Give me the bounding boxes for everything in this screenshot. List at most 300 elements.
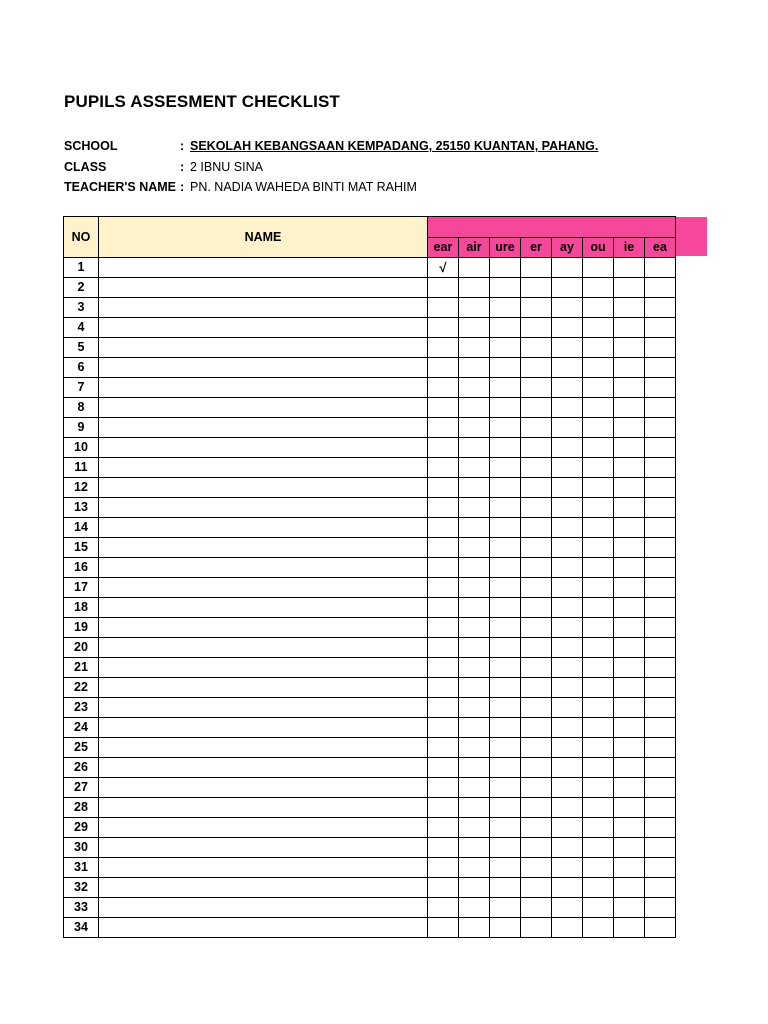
mark-cell-ay xyxy=(552,358,583,378)
table-row xyxy=(64,678,676,698)
mark-cell-ou xyxy=(583,738,614,758)
mark-cell-ie xyxy=(614,378,645,398)
row-number: 20 xyxy=(64,638,99,658)
mark-cell-ou xyxy=(583,378,614,398)
no-column-header: NO xyxy=(64,217,99,258)
mark-cell-air xyxy=(459,838,490,858)
mark-cell-ay xyxy=(552,638,583,658)
mark-cell-ure xyxy=(490,458,521,478)
mark-cell-ea xyxy=(645,438,676,458)
mark-cell-ou xyxy=(583,498,614,518)
teacher-label: TEACHER'S NAME xyxy=(64,180,177,194)
mark-cell-ea xyxy=(645,478,676,498)
mark-cell-ay xyxy=(552,618,583,638)
mark-cell-er xyxy=(521,698,552,718)
mark-cell-air xyxy=(459,758,490,778)
mark-cell-air xyxy=(459,738,490,758)
mark-cell-ay xyxy=(552,558,583,578)
mark-cell-air xyxy=(459,878,490,898)
mark-cell-ay xyxy=(552,818,583,838)
mark-cell-ou xyxy=(583,518,614,538)
mark-cell-ie xyxy=(614,438,645,458)
table-row xyxy=(64,698,676,718)
mark-cell-ay xyxy=(552,538,583,558)
mark-cell-air xyxy=(459,278,490,298)
table-row xyxy=(64,458,676,478)
mark-cell-er xyxy=(521,558,552,578)
name-cell xyxy=(99,538,428,558)
mark-cell-ay xyxy=(552,898,583,918)
mark-cell-ou xyxy=(583,558,614,578)
mark-cell-ea xyxy=(645,458,676,478)
mark-cell-air xyxy=(459,458,490,478)
mark-cell-ure xyxy=(490,918,521,938)
mark-cell-ie xyxy=(614,558,645,578)
row-number: 23 xyxy=(64,698,99,718)
sound-header-ou: ou xyxy=(583,237,614,258)
mark-cell-er xyxy=(521,878,552,898)
mark-cell-er xyxy=(521,838,552,858)
mark-cell-ie xyxy=(614,678,645,698)
mark-cell-ear xyxy=(428,898,459,918)
table-row xyxy=(64,758,676,778)
mark-cell-air xyxy=(459,678,490,698)
mark-cell-ea xyxy=(645,318,676,338)
name-cell xyxy=(99,458,428,478)
name-column-header: NAME xyxy=(99,217,428,258)
mark-cell-ea xyxy=(645,878,676,898)
mark-cell-ea xyxy=(645,558,676,578)
table-row xyxy=(64,738,676,758)
mark-cell-er xyxy=(521,898,552,918)
mark-cell-air xyxy=(459,618,490,638)
mark-cell-ear xyxy=(428,698,459,718)
mark-cell-er xyxy=(521,458,552,478)
mark-cell-ea xyxy=(645,578,676,598)
table-row xyxy=(64,718,676,738)
mark-cell-er xyxy=(521,418,552,438)
mark-cell-er xyxy=(521,438,552,458)
mark-cell-ure xyxy=(490,758,521,778)
mark-cell-ay xyxy=(552,778,583,798)
class-label: CLASS xyxy=(64,160,107,174)
header-pink-extension xyxy=(676,217,707,256)
mark-cell-ear xyxy=(428,618,459,638)
mark-cell-air xyxy=(459,658,490,678)
name-cell xyxy=(99,798,428,818)
mark-cell-ear xyxy=(428,798,459,818)
mark-cell-ou xyxy=(583,678,614,698)
mark-cell-er xyxy=(521,298,552,318)
mark-cell-ie xyxy=(614,718,645,738)
name-cell xyxy=(99,838,428,858)
mark-cell-ea xyxy=(645,618,676,638)
school-label: SCHOOL xyxy=(64,139,118,153)
mark-cell-ear xyxy=(428,518,459,538)
teacher-value: PN. NADIA WAHEDA BINTI MAT RAHIM xyxy=(190,180,417,194)
row-number: 32 xyxy=(64,878,99,898)
mark-cell-ou xyxy=(583,898,614,918)
mark-cell-ear xyxy=(428,598,459,618)
mark-cell-ear xyxy=(428,338,459,358)
mark-cell-ea xyxy=(645,678,676,698)
mark-cell-ay xyxy=(552,518,583,538)
table-row xyxy=(64,638,676,658)
mark-cell-ay xyxy=(552,758,583,778)
mark-cell-ea xyxy=(645,698,676,718)
table-row xyxy=(64,298,676,318)
row-number: 25 xyxy=(64,738,99,758)
row-number: 29 xyxy=(64,818,99,838)
table-row xyxy=(64,278,676,298)
table-row xyxy=(64,818,676,838)
mark-cell-ie xyxy=(614,738,645,758)
mark-cell-er xyxy=(521,678,552,698)
row-number: 34 xyxy=(64,918,99,938)
mark-cell-ay xyxy=(552,718,583,738)
name-cell xyxy=(99,918,428,938)
name-cell xyxy=(99,298,428,318)
mark-cell-ou xyxy=(583,578,614,598)
class-value: 2 IBNU SINA xyxy=(190,160,263,174)
mark-cell-ou xyxy=(583,698,614,718)
mark-cell-air xyxy=(459,798,490,818)
mark-cell-ie xyxy=(614,498,645,518)
mark-cell-ie xyxy=(614,298,645,318)
mark-cell-ure xyxy=(490,598,521,618)
mark-cell-ie xyxy=(614,658,645,678)
mark-cell-ear xyxy=(428,458,459,478)
mark-cell-air xyxy=(459,298,490,318)
mark-cell-ou xyxy=(583,358,614,378)
mark-cell-ure xyxy=(490,578,521,598)
name-cell xyxy=(99,758,428,778)
mark-cell-ure xyxy=(490,538,521,558)
mark-cell-ure xyxy=(490,798,521,818)
table-row xyxy=(64,358,676,378)
mark-cell-ou xyxy=(583,778,614,798)
mark-cell-ear xyxy=(428,638,459,658)
mark-cell-ea xyxy=(645,338,676,358)
mark-cell-ea xyxy=(645,858,676,878)
name-cell xyxy=(99,358,428,378)
name-cell xyxy=(99,818,428,838)
mark-cell-air xyxy=(459,398,490,418)
row-number: 12 xyxy=(64,478,99,498)
row-number: 3 xyxy=(64,298,99,318)
row-number: 11 xyxy=(64,458,99,478)
name-cell xyxy=(99,518,428,538)
mark-cell-er xyxy=(521,398,552,418)
mark-cell-ear xyxy=(428,718,459,738)
mark-cell-ou xyxy=(583,598,614,618)
mark-cell-ay xyxy=(552,438,583,458)
mark-cell-ear xyxy=(428,738,459,758)
mark-cell-ure xyxy=(490,738,521,758)
mark-cell-ie xyxy=(614,758,645,778)
mark-cell-ou xyxy=(583,318,614,338)
mark-cell-air xyxy=(459,438,490,458)
mark-cell-ay xyxy=(552,838,583,858)
mark-cell-ie xyxy=(614,538,645,558)
mark-cell-ear xyxy=(428,858,459,878)
mark-cell-ure xyxy=(490,438,521,458)
mark-cell-air xyxy=(459,258,490,278)
mark-cell-ear xyxy=(428,398,459,418)
mark-cell-er xyxy=(521,758,552,778)
mark-cell-ay xyxy=(552,458,583,478)
mark-cell-ie xyxy=(614,418,645,438)
table-row xyxy=(64,318,676,338)
mark-cell-ure xyxy=(490,778,521,798)
row-number: 18 xyxy=(64,598,99,618)
mark-cell-ea xyxy=(645,898,676,918)
mark-cell-ear xyxy=(428,478,459,498)
mark-cell-ou xyxy=(583,838,614,858)
mark-cell-ure xyxy=(490,818,521,838)
mark-cell-er xyxy=(521,918,552,938)
name-cell xyxy=(99,778,428,798)
mark-cell-ay xyxy=(552,918,583,938)
mark-cell-ay xyxy=(552,398,583,418)
school-colon: : xyxy=(180,139,185,153)
mark-cell-ea xyxy=(645,498,676,518)
mark-cell-ie xyxy=(614,478,645,498)
mark-cell-ie xyxy=(614,278,645,298)
sound-header-ure: ure xyxy=(490,237,521,258)
mark-cell-ou xyxy=(583,758,614,778)
sound-header-er: er xyxy=(521,237,552,258)
row-number: 17 xyxy=(64,578,99,598)
mark-cell-ie xyxy=(614,458,645,478)
mark-cell-ure xyxy=(490,518,521,538)
mark-cell-air xyxy=(459,338,490,358)
mark-cell-ay xyxy=(552,658,583,678)
table-body xyxy=(64,258,676,938)
table-row xyxy=(64,438,676,458)
mark-cell-ea xyxy=(645,758,676,778)
mark-cell-ou xyxy=(583,418,614,438)
mark-cell-air xyxy=(459,318,490,338)
mark-cell-ou xyxy=(583,618,614,638)
mark-cell-air xyxy=(459,578,490,598)
table-row xyxy=(64,518,676,538)
mark-cell-ear xyxy=(428,778,459,798)
mark-cell-air xyxy=(459,518,490,538)
mark-cell-ay xyxy=(552,498,583,518)
mark-cell-ea xyxy=(645,718,676,738)
mark-cell-ure xyxy=(490,358,521,378)
row-number: 22 xyxy=(64,678,99,698)
sound-header-air: air xyxy=(459,237,490,258)
mark-cell-air xyxy=(459,638,490,658)
row-number: 28 xyxy=(64,798,99,818)
name-cell xyxy=(99,898,428,918)
mark-cell-ea xyxy=(645,658,676,678)
mark-cell-ie xyxy=(614,398,645,418)
mark-cell-ure xyxy=(490,558,521,578)
mark-cell-ie xyxy=(614,838,645,858)
mark-cell-air xyxy=(459,818,490,838)
mark-cell-ie xyxy=(614,358,645,378)
mark-cell-ie xyxy=(614,898,645,918)
name-cell xyxy=(99,638,428,658)
mark-cell-ea xyxy=(645,598,676,618)
mark-cell-er xyxy=(521,638,552,658)
mark-cell-ay xyxy=(552,318,583,338)
mark-cell-ure xyxy=(490,298,521,318)
mark-cell-ear xyxy=(428,878,459,898)
table-row xyxy=(64,618,676,638)
name-cell xyxy=(99,718,428,738)
mark-cell-ure xyxy=(490,478,521,498)
table-row xyxy=(64,838,676,858)
table-row xyxy=(64,398,676,418)
mark-cell-ure xyxy=(490,398,521,418)
mark-cell-air xyxy=(459,378,490,398)
table-row xyxy=(64,558,676,578)
mark-cell-ou xyxy=(583,918,614,938)
sound-header-ay: ay xyxy=(552,237,583,258)
mark-cell-ou xyxy=(583,798,614,818)
mark-cell-ure xyxy=(490,258,521,278)
mark-cell-ay xyxy=(552,378,583,398)
mark-cell-ie xyxy=(614,638,645,658)
mark-cell-er xyxy=(521,738,552,758)
table-row xyxy=(64,378,676,398)
mark-cell-ie xyxy=(614,918,645,938)
row-number: 19 xyxy=(64,618,99,638)
name-cell xyxy=(99,698,428,718)
teacher-colon: : xyxy=(180,180,185,194)
mark-cell-ou xyxy=(583,338,614,358)
row-number: 16 xyxy=(64,558,99,578)
mark-cell-ear xyxy=(428,558,459,578)
mark-cell-ure xyxy=(490,278,521,298)
mark-cell-ear xyxy=(428,658,459,678)
table-row xyxy=(64,858,676,878)
mark-cell-er xyxy=(521,618,552,638)
mark-cell-ou xyxy=(583,538,614,558)
name-cell xyxy=(99,578,428,598)
row-number: 24 xyxy=(64,718,99,738)
mark-cell-ea xyxy=(645,538,676,558)
mark-cell-ear xyxy=(428,358,459,378)
mark-cell-air xyxy=(459,918,490,938)
mark-cell-air xyxy=(459,698,490,718)
name-cell xyxy=(99,658,428,678)
mark-cell-er xyxy=(521,658,552,678)
mark-cell-er xyxy=(521,318,552,338)
mark-cell-ie xyxy=(614,698,645,718)
table-row xyxy=(64,258,676,278)
sound-header-ie: ie xyxy=(614,237,645,258)
name-cell xyxy=(99,318,428,338)
mark-cell-ure xyxy=(490,318,521,338)
mark-cell-air xyxy=(459,498,490,518)
mark-cell-air xyxy=(459,778,490,798)
row-number: 15 xyxy=(64,538,99,558)
mark-cell-air xyxy=(459,478,490,498)
mark-cell-ea xyxy=(645,358,676,378)
mark-cell-ie xyxy=(614,318,645,338)
mark-cell-ure xyxy=(490,378,521,398)
mark-cell-er xyxy=(521,378,552,398)
table-row xyxy=(64,878,676,898)
mark-cell-ure xyxy=(490,858,521,878)
mark-cell-ou xyxy=(583,278,614,298)
table-row xyxy=(64,898,676,918)
mark-cell-ear xyxy=(428,278,459,298)
mark-cell-ure xyxy=(490,658,521,678)
mark-cell-ou xyxy=(583,478,614,498)
mark-cell-ay xyxy=(552,598,583,618)
mark-cell-ear xyxy=(428,438,459,458)
mark-cell-ay xyxy=(552,478,583,498)
mark-cell-ie xyxy=(614,578,645,598)
name-cell xyxy=(99,598,428,618)
mark-cell-ie xyxy=(614,878,645,898)
sound-group-header xyxy=(428,217,676,238)
name-cell xyxy=(99,418,428,438)
mark-cell-ea xyxy=(645,378,676,398)
mark-cell-ea xyxy=(645,418,676,438)
sound-header-ea: ea xyxy=(645,237,676,258)
school-value: SEKOLAH KEBANGSAAN KEMPADANG, 25150 KUANTAN, PAHANG. xyxy=(190,139,599,153)
name-cell xyxy=(99,498,428,518)
table-row xyxy=(64,798,676,818)
name-cell xyxy=(99,478,428,498)
mark-cell-ay xyxy=(552,418,583,438)
row-number: 6 xyxy=(64,358,99,378)
mark-cell-er xyxy=(521,578,552,598)
mark-cell-ea xyxy=(645,518,676,538)
mark-cell-ou xyxy=(583,878,614,898)
mark-cell-ay xyxy=(552,258,583,278)
name-cell xyxy=(99,378,428,398)
mark-cell-air xyxy=(459,858,490,878)
mark-cell-ure xyxy=(490,498,521,518)
table-row xyxy=(64,338,676,358)
mark-cell-er xyxy=(521,358,552,378)
mark-cell-ay xyxy=(552,798,583,818)
mark-cell-ure xyxy=(490,898,521,918)
mark-cell-air xyxy=(459,598,490,618)
name-cell xyxy=(99,738,428,758)
mark-cell-ay xyxy=(552,678,583,698)
table-row xyxy=(64,498,676,518)
mark-cell-ou xyxy=(583,718,614,738)
mark-cell-ea xyxy=(645,918,676,938)
mark-cell-ie xyxy=(614,798,645,818)
mark-cell-ure xyxy=(490,678,521,698)
row-number: 33 xyxy=(64,898,99,918)
mark-cell-ou xyxy=(583,398,614,418)
mark-cell-ea xyxy=(645,778,676,798)
mark-cell-er xyxy=(521,798,552,818)
row-number: 26 xyxy=(64,758,99,778)
name-cell xyxy=(99,398,428,418)
mark-cell-ear xyxy=(428,678,459,698)
table-row xyxy=(64,598,676,618)
mark-cell-ie xyxy=(614,258,645,278)
mark-cell-air xyxy=(459,718,490,738)
class-colon: : xyxy=(180,160,185,174)
page-title: PUPILS ASSESMENT CHECKLIST xyxy=(64,92,340,111)
checkmark: √ xyxy=(428,258,459,278)
table-row xyxy=(64,538,676,558)
row-number: 8 xyxy=(64,398,99,418)
